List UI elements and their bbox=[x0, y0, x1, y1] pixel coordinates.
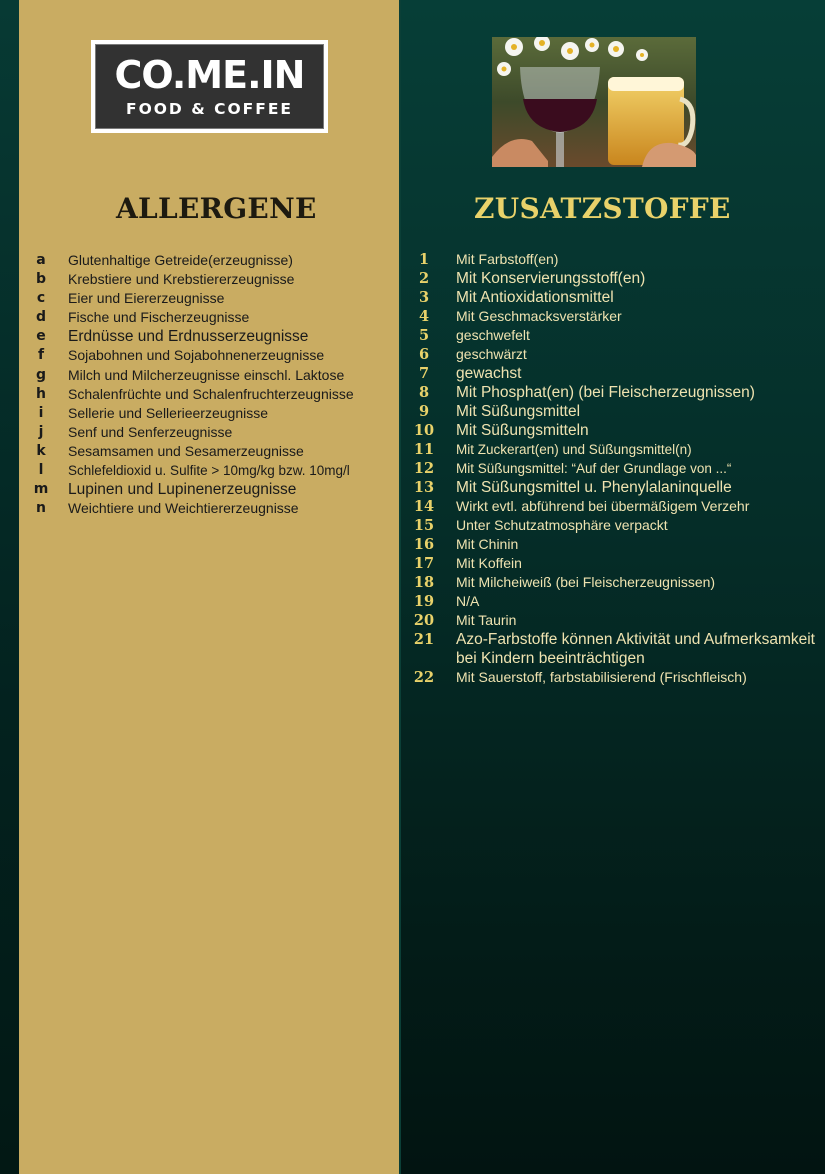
list-item bbox=[410, 402, 820, 421]
allergen-code: j bbox=[38, 423, 44, 440]
additive-text: Mit Süßungsmitteln bbox=[456, 422, 589, 439]
allergen-text: Eier und Eiererzeugnisse bbox=[68, 290, 225, 307]
drinks-photo-illustration bbox=[492, 37, 696, 167]
list-item bbox=[410, 459, 820, 478]
allergen-text: Weichtiere und Weichtiererzeugnisse bbox=[68, 500, 299, 517]
additive-number: 10 bbox=[413, 422, 435, 439]
additive-number: 3 bbox=[418, 289, 430, 306]
additive-number: 15 bbox=[413, 517, 435, 534]
additive-number: 22 bbox=[413, 669, 435, 686]
list-item bbox=[410, 516, 820, 535]
allergen-code: k bbox=[36, 442, 46, 459]
additive-number: 14 bbox=[413, 498, 435, 515]
allergen-code: b bbox=[35, 271, 47, 288]
list-item bbox=[410, 364, 820, 383]
additive-number: 20 bbox=[413, 612, 435, 629]
allergen-text: Glutenhaltige Getreide(erzeugnisse) bbox=[68, 252, 293, 268]
allergene-list bbox=[28, 251, 398, 518]
additive-text: geschwärzt bbox=[456, 346, 527, 362]
allergen-text: Schlefeldioxid u. Sulfite > 10mg/kg bzw. 10mg/l bbox=[68, 463, 350, 479]
additive-text: Mit Süßungsmittel bbox=[456, 403, 581, 420]
list-item bbox=[28, 385, 398, 404]
list-item bbox=[410, 345, 820, 364]
list-item bbox=[410, 250, 820, 269]
list-item bbox=[410, 630, 820, 668]
allergen-code: i bbox=[38, 404, 44, 421]
allergen-code: f bbox=[37, 347, 45, 364]
additive-text: Mit Taurin bbox=[456, 612, 517, 628]
list-item bbox=[28, 404, 398, 423]
list-item bbox=[410, 535, 820, 554]
allergen-code: h bbox=[36, 385, 46, 402]
list-item bbox=[410, 383, 820, 402]
allergen-text: Erdnüsse und Erdnusserzeugnisse bbox=[68, 328, 309, 346]
list-item bbox=[28, 346, 398, 365]
allergen-text: Fische und Fischerzeugnisse bbox=[68, 309, 250, 326]
list-item bbox=[410, 307, 820, 326]
comein-logo bbox=[91, 40, 328, 133]
list-item bbox=[410, 421, 820, 440]
allergen-code: d bbox=[35, 309, 47, 326]
additive-number: 1 bbox=[418, 251, 430, 268]
additive-number: 19 bbox=[413, 593, 435, 610]
additive-text: Mit Zuckerart(en) und Süßungsmittel(n) bbox=[456, 442, 692, 457]
list-item bbox=[410, 269, 820, 288]
additive-number: 17 bbox=[413, 555, 435, 572]
additive-number: 18 bbox=[413, 574, 435, 591]
additive-text: Mit Phosphat(en) (bei Fleischerzeugnissen) bbox=[456, 384, 755, 401]
additive-number: 4 bbox=[418, 308, 430, 325]
additive-text: gewachst bbox=[456, 365, 522, 382]
additive-text: Mit Süßungsmittel: “Auf der Grundlage von ...“ bbox=[456, 461, 732, 476]
panel-divider bbox=[399, 0, 401, 1174]
additive-number: 9 bbox=[418, 403, 430, 420]
allergen-text: Sellerie und Sellerieerzeugnisse bbox=[68, 404, 269, 421]
allergen-code: n bbox=[36, 500, 46, 517]
additive-number: 21 bbox=[413, 631, 435, 648]
list-item bbox=[28, 289, 398, 308]
additive-text: Mit Sauerstoff, farbstabilisierend (Frischfleisch) bbox=[456, 669, 747, 685]
list-item bbox=[410, 440, 820, 459]
list-item bbox=[410, 592, 820, 611]
logo-sub-text: FOOD & COFFEE bbox=[125, 100, 294, 118]
list-item bbox=[28, 308, 398, 327]
list-item bbox=[410, 668, 820, 687]
allergen-code: a bbox=[36, 252, 46, 268]
list-item bbox=[28, 461, 398, 480]
additive-text: Mit Süßungsmittel u. Phenylalaninquelle bbox=[456, 479, 732, 496]
list-item bbox=[28, 327, 398, 346]
allergen-code: e bbox=[36, 328, 46, 345]
additive-text: Mit Antioxidationsmittel bbox=[456, 289, 614, 306]
zusatzstoffe-title: ZUSATZSTOFFE bbox=[474, 192, 731, 225]
allergen-text: Krebstiere und Krebstiererzeugnisse bbox=[68, 271, 295, 288]
additive-text: Mit Farbstoff(en) bbox=[456, 251, 559, 267]
list-item bbox=[410, 288, 820, 307]
additive-number: 16 bbox=[413, 536, 435, 553]
list-item bbox=[28, 366, 398, 385]
allergen-code: m bbox=[33, 481, 49, 498]
page-edge bbox=[0, 0, 19, 1174]
allergen-text: Milch und Milcherzeugnisse einschl. Laktose bbox=[68, 366, 345, 383]
list-item bbox=[28, 423, 398, 442]
drinks-photo bbox=[492, 37, 696, 167]
additive-text: Mit Konservierungsstoff(en) bbox=[456, 270, 646, 287]
additive-text: Mit Chinin bbox=[456, 536, 519, 552]
additive-text: Unter Schutzatmosphäre verpackt bbox=[456, 517, 668, 533]
list-item bbox=[28, 270, 398, 289]
list-item bbox=[28, 499, 398, 518]
list-item bbox=[410, 478, 820, 497]
list-item bbox=[410, 611, 820, 630]
allergen-text: Sojabohnen und Sojabohnenerzeugnisse bbox=[68, 347, 325, 364]
additive-number: 8 bbox=[418, 384, 430, 401]
allergen-code: c bbox=[36, 290, 46, 307]
additive-text: N/A bbox=[456, 593, 480, 609]
allergen-text: Schalenfrüchte und Schalenfruchterzeugnisse bbox=[68, 385, 354, 402]
list-item bbox=[410, 554, 820, 573]
logo-main-text: CO.ME.IN bbox=[114, 53, 305, 97]
allergen-code: l bbox=[38, 462, 44, 479]
allergen-text: Lupinen und Lupinenerzeugnisse bbox=[68, 481, 297, 499]
additive-number: 6 bbox=[418, 346, 430, 363]
additive-number: 7 bbox=[418, 365, 430, 382]
additive-number: 12 bbox=[413, 460, 435, 477]
list-item bbox=[410, 326, 820, 345]
additive-number: 2 bbox=[418, 270, 430, 287]
allergen-text: Senf und Senferzeugnisse bbox=[68, 423, 233, 440]
list-item bbox=[28, 480, 398, 499]
allergen-code: g bbox=[35, 366, 47, 383]
list-item bbox=[28, 442, 398, 461]
additive-text: Mit Milcheiweiß (bei Fleischerzeugnissen) bbox=[456, 574, 716, 590]
additive-text: geschwefelt bbox=[456, 327, 530, 343]
allergene-title: ALLERGENE bbox=[116, 192, 317, 225]
additive-number: 13 bbox=[413, 479, 435, 496]
list-item bbox=[410, 497, 820, 516]
additive-number: 5 bbox=[418, 327, 430, 344]
additive-text: Mit Geschmacksverstärker bbox=[456, 308, 622, 324]
allergen-text: Sesamsamen und Sesamerzeugnisse bbox=[68, 442, 304, 459]
zusatzstoffe-list bbox=[410, 250, 820, 687]
allergene-panel bbox=[19, 0, 401, 1174]
additive-text: Mit Koffein bbox=[456, 555, 522, 571]
additive-text: Azo-Farbstoffe können Aktivität und Aufmerksamkeit bei Kindern beeinträchtigen bbox=[456, 631, 815, 667]
list-item bbox=[410, 573, 820, 592]
additive-number: 11 bbox=[413, 441, 435, 458]
additive-text: Wirkt evtl. abführend bei übermäßigem Verzehr bbox=[456, 498, 750, 514]
list-item bbox=[28, 251, 398, 270]
